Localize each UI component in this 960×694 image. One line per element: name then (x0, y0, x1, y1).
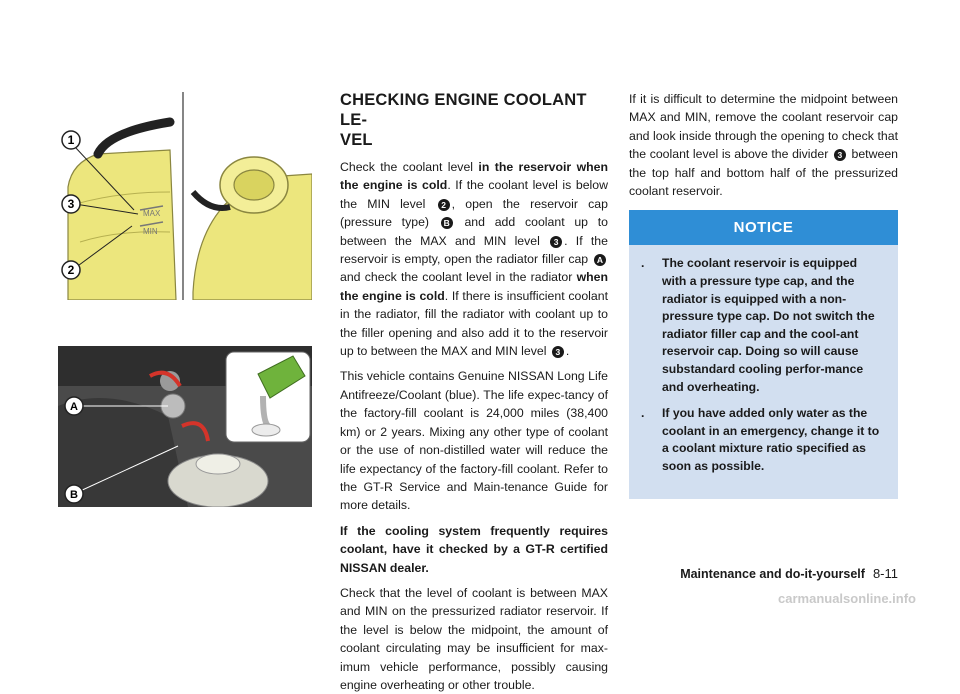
notice-item: . The coolant reservoir is equipped with a pressure type cap, and the radiator is equipped with a non-pressure type cap. Do not switch the radiator filler cap and the cool-ant reservoir cap. Doing so will cause substandard cooling perfor-mance and overheating. (641, 256, 875, 394)
notice-box (629, 210, 898, 498)
notice-title: NOTICE (629, 210, 898, 245)
max-mark: MAX (143, 209, 161, 218)
callout-3: 3 (67, 197, 75, 211)
callout-1: 1 (67, 133, 75, 147)
page-footer (680, 566, 898, 581)
callout-B: B (70, 489, 78, 501)
ref-marker-B: B (441, 217, 453, 229)
footer-section-name: Maintenance and do-it-yourself (680, 567, 865, 581)
paragraph-check-level: Check the coolant level in the reservoir when the engine is cold. If the coolant level is below the MIN level 2 , open the reservoir cap (pressure type) B and add coolant up to between the MAX and MIN level 3 . If the reservoir is empty, open the radiator filler cap A and check the coolant level in the radiator when the engine is cold. If there is insufficient coolant in the radiator, fill the radiator with coolant up to the filler opening and also add it to the reservoir up to between the MAX and MIN level 3 . (340, 160, 609, 359)
ref-marker-3: 3 (834, 149, 846, 161)
section-title: CHECKING ENGINE COOLANT LE- VEL (340, 91, 587, 149)
text-column-middle (340, 90, 608, 694)
callout-A: A (70, 401, 78, 413)
min-mark: MIN (143, 227, 158, 236)
callout-2: 2 (67, 263, 75, 277)
reservoir-drawing (58, 92, 312, 300)
engine-bay-photo (58, 346, 312, 507)
ref-marker-3: 3 (552, 346, 564, 358)
notice-item: . If you have added only water as the coolant in an emergency, change it to a coolant mixture ratio specified as soon as possible. (641, 406, 880, 473)
ref-marker-2: 2 (438, 199, 450, 211)
notice-list (629, 245, 898, 475)
ref-marker-3: 3 (550, 236, 562, 248)
page-number: 8-11 (872, 566, 898, 581)
paragraph-coolant-info: This vehicle contains Genuine NISSAN Long Life Antifreeze/Coolant (blue). The life expec-tancy of the factory-fill coolant is 24,000 miles (38,400 km) or 2 years. Mixing any other type of coolant or the use of non-distilled water will reduce the life expectancy of the factory-fill coolant. Refer to the GT-R Service and Main-tenance Guide for more details. (340, 369, 608, 513)
watermark: carmanualsonline.info (778, 591, 916, 606)
ref-marker-A: A (594, 254, 606, 266)
paragraph-midpoint: If it is difficult to determine the midpoint between MAX and MIN, remove the coolant reservoir cap and look inside through the opening to check that the coolant level is above the divider 3 between the top half and bottom half of the pressurized coolant reservoir. (629, 92, 898, 199)
coolant-reservoir-illustration (58, 92, 312, 300)
engine-bay-drawing (58, 346, 312, 507)
paragraph-dealer-advice: If the cooling system frequently requires coolant, have it checked by a GT-R certified NISSAN dealer. (340, 523, 608, 575)
text-column-right (629, 90, 898, 499)
paragraph-max-min-check: Check that the level of coolant is between MAX and MIN on the pressurized radiator reservoir. If the level is below the midpoint, the amount of coolant circulating may be insufficient for max-imum vehicle performance, possibly causing engine overheating or other trouble. (340, 585, 608, 692)
